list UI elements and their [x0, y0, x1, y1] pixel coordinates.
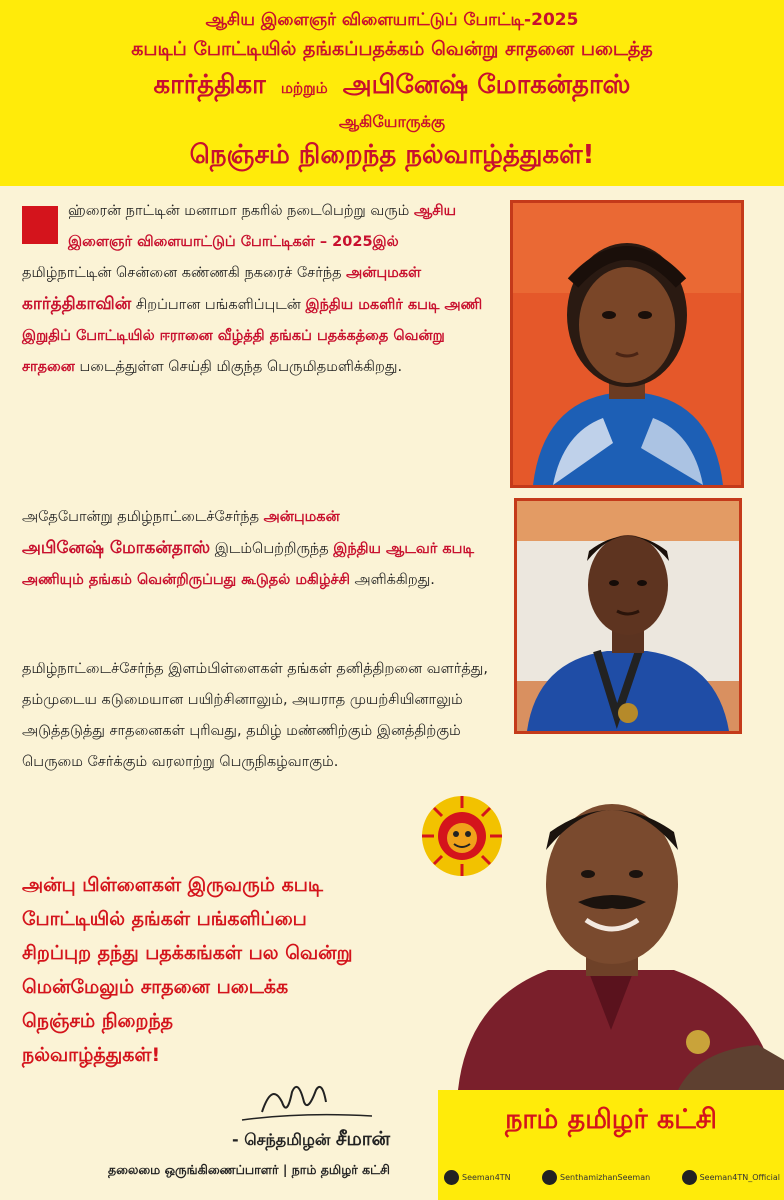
party-name: நாம் தமிழர் கட்சி [505, 1104, 717, 1135]
header-banner [0, 0, 784, 186]
p2-text-a: அதேபோன்று தமிழ்நாட்டைச்சேர்ந்த [22, 509, 264, 525]
abinesh-photo [514, 498, 742, 734]
instagram-icon [682, 1170, 697, 1185]
social-handles [444, 1170, 780, 1185]
paragraph-2 [22, 502, 492, 596]
p2-text-d: இடம்பெற்றிருந்த [210, 541, 334, 557]
p1-dear-daughter: அன்புமகள் [346, 265, 422, 281]
social-instagram[interactable] [682, 1170, 780, 1185]
p1-text-a: ஹ்ரைன் நாட்டின் மனாமா நகரில் நடைபெற்று வரும் [68, 203, 414, 219]
paragraph-3: தமிழ்நாட்டைச்சேர்ந்த இளம்பிள்ளைகள் தங்கள் தனித்திறனை வளர்த்து, தம்முடைய கடுமையான பயிற்சினாலும், அயராத முயற்சியினாலும் அடுத்தடுத்து சாதனைகள் புரிவது, தமிழ் மண்ணிற்கும் இனத்திற்கும் பெருமை சேர்க்கும் வரலாற்று பெருநிகழ்வாகும். [22, 661, 488, 770]
honoree-2: அபினேஷ் மோகன்தாஸ் [342, 70, 631, 100]
paragraph-1 [22, 196, 492, 383]
honorees-line [0, 70, 784, 103]
p1-karthika: கார்த்திகாவின் [22, 294, 132, 314]
signatory-name [232, 1128, 390, 1153]
p1-event: ஆசிய இளைஞர் விளையாட்டுப் போட்டிகள் – 2025இல் [68, 203, 457, 250]
closing-line: போட்டியில் தங்கள் பங்களிப்பை [22, 908, 307, 930]
achievement-line: கபடிப் போட்டியில் தங்கப்பதக்கம் வென்று சாதனை படைத்த [131, 38, 653, 60]
closing-wishes [22, 868, 402, 1072]
closing-line: மென்மேலும் சாதனை படைக்க [22, 976, 289, 998]
closing-line: நல்வாழ்த்துகள்! [22, 1044, 161, 1066]
p2-team-win: இந்திய ஆடவர் கபடி அணியும் தங்கம் வென்றிருப்பது கூடுதல் மகிழ்ச்சி [22, 541, 475, 588]
handwritten-signature [232, 1072, 382, 1132]
twitter-icon [444, 1170, 459, 1185]
greeting-headline: நெஞ்சம் நிறைந்த நல்வாழ்த்துகள்! [189, 140, 595, 170]
facebook-icon [542, 1170, 557, 1185]
leader-photo [438, 780, 784, 1090]
p2-dear-son: அன்புமகன் [263, 509, 340, 525]
p2-abinesh: அபினேஷ் மோகன்தாஸ் [22, 538, 211, 558]
dedication-line: ஆகியோருக்கு [339, 112, 445, 131]
closing-line: நெஞ்சம் நிறைந்த [22, 1010, 174, 1032]
honoree-1: கார்த்திகா [153, 70, 266, 100]
p1-text-h: படைத்துள்ள செய்தி மிகுந்த பெருமிதமளிக்கிறது. [74, 359, 403, 375]
signatory-surname: சீமான் [335, 1128, 391, 1150]
instagram-handle: Seeman4TN_Official [699, 1173, 780, 1182]
p1-team-win: இந்திய மகளிர் கபடி அணி இறுதிப் போட்டியில் ஈரானை வீழ்த்தி தங்கப் பதக்கத்தை வென்று சாதனை [22, 297, 483, 375]
dropcap-block [22, 206, 58, 244]
event-title: ஆசிய இளைஞர் விளையாட்டுப் போட்டி-2025 [205, 10, 579, 30]
p1-text-f: சிறப்பான பங்களிப்புடன் [131, 297, 306, 313]
facebook-handle: SenthamizhanSeeman [560, 1173, 651, 1182]
party-brand-box [438, 1090, 784, 1200]
closing-line: சிறப்புற தந்து பதக்கங்கள் பல வென்று [22, 942, 353, 964]
twitter-handle: Seeman4TN [462, 1173, 511, 1182]
karthika-photo [510, 200, 744, 488]
signatory-title: தலைமை ஒருங்கிணைப்பாளர் | நாம் தமிழர் கட்சி [108, 1162, 390, 1177]
p1-text-c: தமிழ்நாட்டின் சென்னை கண்ணகி நகரைச் சேர்ந்த [22, 265, 347, 281]
signatory-prefix: - செந்தமிழன் [232, 1130, 336, 1149]
social-twitter[interactable] [444, 1170, 511, 1185]
conjunction: மற்றும் [280, 79, 328, 97]
closing-line: அன்பு பிள்ளைகள் இருவரும் கபடி [22, 874, 324, 896]
p2-text-f: அளிக்கிறது. [349, 572, 435, 588]
social-facebook[interactable] [542, 1170, 650, 1185]
